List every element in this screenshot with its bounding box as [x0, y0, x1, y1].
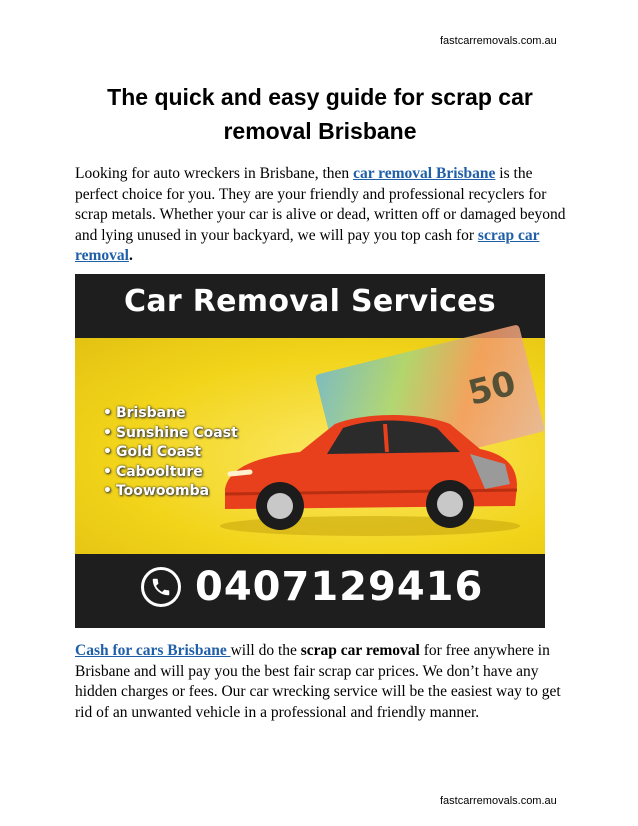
banner-phone-number: 0407129416 — [195, 564, 484, 610]
intro-text-end: . — [128, 247, 133, 264]
scrap-car-removal-bold: scrap car removal — [300, 642, 420, 659]
header-site-url: fastcarremovals.com.au — [440, 35, 557, 47]
paragraph2-text-1: will do the — [230, 642, 301, 659]
cash-for-cars-paragraph — [75, 641, 567, 723]
intro-text-start: Looking for auto wreckers in Brisbane, then — [75, 165, 354, 182]
location-item: • Sunshine Coast — [103, 424, 238, 441]
intro-text-mid: is the perfect choice for you. They are your friendly and professional recyclers for scrap metals. Whether your car is alive or dead, written off or damaged beyond and lying unused in your backyard, we will pay you top cash for — [75, 165, 566, 244]
footer-site-url: fastcarremovals.com.au — [440, 795, 557, 807]
banknote-value: 50 — [464, 363, 520, 414]
intro-paragraph — [75, 164, 567, 267]
damaged-car-image — [205, 394, 525, 544]
phone-icon — [141, 567, 181, 607]
location-item: • Toowoomba — [103, 483, 210, 499]
page-title: The quick and easy guide for scrap car removal Brisbane — [107, 84, 533, 144]
location-item: • Brisbane — [103, 405, 186, 421]
location-item: • Gold Coast — [103, 444, 202, 460]
location-label: Caboolture — [115, 463, 203, 480]
car-removal-services-banner — [75, 274, 545, 628]
scrap-car-removal-link[interactable]: scrap car removal — [75, 226, 540, 264]
car-removal-brisbane-link[interactable]: car removal Brisbane — [353, 165, 496, 182]
cash-for-cars-link-text[interactable]: Cash for cars Brisbane — [75, 642, 231, 659]
location-item: • Caboolture — [103, 463, 203, 480]
location-label: Sunshine Coast — [115, 424, 238, 441]
paragraph2-text-2: for free anywhere in Brisbane and will pay you the best fair scrap car prices. We don’t have any hidden charges or fees. Our car wrecking service will be the easiest way to get rid of an unwanted vehicle in a professional and friendly manner. — [75, 642, 561, 721]
location-label: Gold Coast — [115, 444, 202, 460]
cash-for-cars-brisbane-link[interactable] — [75, 642, 231, 659]
location-label: Toowoomba — [115, 483, 210, 499]
location-label: Brisbane — [115, 405, 186, 421]
banner-heading: Car Removal Services — [124, 284, 496, 319]
